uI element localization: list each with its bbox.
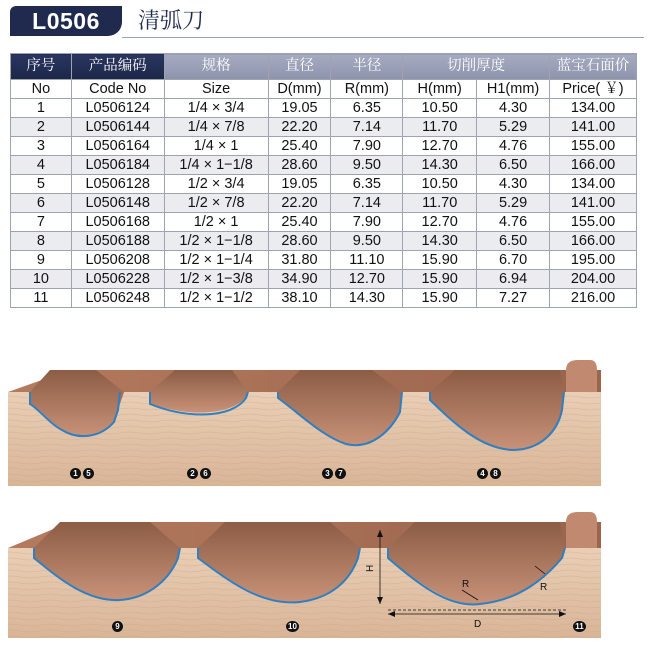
table-cell: 28.60 (268, 232, 331, 251)
table-cell: 8 (11, 232, 72, 251)
table-cell: 134.00 (550, 99, 637, 118)
table-cell: 25.40 (268, 213, 331, 232)
table-cell: 9.50 (331, 232, 403, 251)
col-label: No (11, 80, 72, 99)
table-cell: 1/4 × 1 (164, 137, 268, 156)
table-cell: 1 (11, 99, 72, 118)
table-cell: 155.00 (550, 137, 637, 156)
table-row (11, 118, 637, 137)
table-cell: 10 (11, 270, 72, 289)
table-cell: L0506168 (71, 213, 164, 232)
product-title: 清弧刀 (138, 8, 205, 33)
table-cell: 1/2 × 1−1/4 (164, 251, 268, 270)
badge-num: 10 (286, 621, 299, 632)
table-cell: 15.90 (403, 289, 477, 308)
col-label: D(mm) (268, 80, 331, 99)
table-cell: 1/4 × 3/4 (164, 99, 268, 118)
badge-9 (112, 616, 125, 634)
table-cell: 10.50 (403, 175, 477, 194)
col-head-code: 产品编码 (71, 54, 164, 80)
table-cell: 25.40 (268, 137, 331, 156)
badge-num: 8 (490, 468, 501, 479)
table-cell: 12.70 (403, 213, 477, 232)
table-cell: L0506208 (71, 251, 164, 270)
table-cell: 141.00 (550, 194, 637, 213)
col-label: Size (164, 80, 268, 99)
table-cell: 6.35 (331, 99, 403, 118)
table-cell: 2 (11, 118, 72, 137)
table-cell: 10.50 (403, 99, 477, 118)
table-cell: 11.10 (331, 251, 403, 270)
table-cell: 5 (11, 175, 72, 194)
table-cell: 9.50 (331, 156, 403, 175)
table-cell: 1/2 × 1−1/8 (164, 232, 268, 251)
badge-1-5 (70, 463, 96, 481)
table-cell: L0506144 (71, 118, 164, 137)
table-cell: 5.29 (477, 194, 550, 213)
table-cell: 1/4 × 7/8 (164, 118, 268, 137)
table-cell: L0506188 (71, 232, 164, 251)
table-cell: L0506164 (71, 137, 164, 156)
table-cell: 19.05 (268, 175, 331, 194)
profile-illustrations (0, 352, 650, 643)
table-cell: L0506128 (71, 175, 164, 194)
table-cell: 141.00 (550, 118, 637, 137)
dim-label-r1: R (462, 579, 470, 590)
dim-label-r2: R (540, 582, 548, 593)
badge-10 (286, 616, 301, 634)
product-code-tab: L0506 (10, 6, 122, 36)
table-row (11, 289, 637, 308)
table-cell: 6.70 (477, 251, 550, 270)
col-head-no: 序号 (11, 54, 72, 80)
table-cell: 195.00 (550, 251, 637, 270)
table-cell: 19.05 (268, 99, 331, 118)
col-label: Price( ￥) (550, 80, 637, 99)
table-cell: 1/4 × 1−1/8 (164, 156, 268, 175)
table-cell: 14.30 (331, 289, 403, 308)
table-row (11, 194, 637, 213)
table-row (11, 175, 637, 194)
table-cell: 11.70 (403, 118, 477, 137)
table-cell: 6.35 (331, 175, 403, 194)
table-row (11, 232, 637, 251)
table-row (11, 99, 637, 118)
table-cell: 7.14 (331, 194, 403, 213)
table-cell: 6.50 (477, 156, 550, 175)
col-label: H1(mm) (477, 80, 550, 99)
badge-num: 4 (477, 468, 488, 479)
col-label: Code No (71, 80, 164, 99)
table-row (11, 137, 637, 156)
table-cell: 166.00 (550, 156, 637, 175)
spec-table (10, 53, 637, 308)
table-cell: 3 (11, 137, 72, 156)
badge-num: 1 (70, 468, 81, 479)
col-head-price: 蓝宝石面价 (550, 54, 637, 80)
table-cell: 204.00 (550, 270, 637, 289)
col-head-radius: 半径 (331, 54, 403, 80)
table-cell: 14.30 (403, 232, 477, 251)
header-divider (122, 37, 644, 38)
board-bottom (8, 512, 601, 638)
badge-num: 2 (187, 468, 198, 479)
badge-11 (573, 616, 588, 634)
table-cell: 14.30 (403, 156, 477, 175)
col-head-size: 规格 (164, 54, 268, 80)
col-head-diameter: 直径 (268, 54, 331, 80)
table-cell: 7.14 (331, 118, 403, 137)
table-cell: 12.70 (331, 270, 403, 289)
table-cell: 28.60 (268, 156, 331, 175)
table-cell: 7.90 (331, 137, 403, 156)
table-cell: 15.90 (403, 251, 477, 270)
table-header-en (11, 80, 637, 99)
table-row (11, 156, 637, 175)
table-cell: 7.27 (477, 289, 550, 308)
table-cell: L0506228 (71, 270, 164, 289)
badge-4-8 (477, 463, 503, 481)
table-cell: 12.70 (403, 137, 477, 156)
table-cell: L0506184 (71, 156, 164, 175)
table-cell: 216.00 (550, 289, 637, 308)
table-cell: 15.90 (403, 270, 477, 289)
table-cell: 1/2 × 1−1/2 (164, 289, 268, 308)
table-cell: L0506124 (71, 99, 164, 118)
badge-num: 6 (200, 468, 211, 479)
table-cell: 1/2 × 1 (164, 213, 268, 232)
table-cell: 9 (11, 251, 72, 270)
table-cell: 4.76 (477, 213, 550, 232)
badge-num: 3 (322, 468, 333, 479)
table-cell: 4.30 (477, 175, 550, 194)
table-cell: 11 (11, 289, 72, 308)
table-cell: 31.80 (268, 251, 331, 270)
table-cell: 38.10 (268, 289, 331, 308)
table-cell: 1/2 × 1−3/8 (164, 270, 268, 289)
badge-2-6 (187, 463, 213, 481)
dim-label-h: H (365, 564, 376, 572)
table-cell: L0506148 (71, 194, 164, 213)
table-cell: 166.00 (550, 232, 637, 251)
table-row (11, 270, 637, 289)
section-header (10, 6, 640, 38)
badge-3-7 (322, 463, 348, 481)
table-cell: 7.90 (331, 213, 403, 232)
table-cell: 22.20 (268, 194, 331, 213)
table-row (11, 213, 637, 232)
table-cell: 7 (11, 213, 72, 232)
col-head-cut-thickness: 切削厚度 (403, 54, 550, 80)
table-cell: 6.50 (477, 232, 550, 251)
table-cell: 22.20 (268, 118, 331, 137)
col-label: R(mm) (331, 80, 403, 99)
table-cell: 155.00 (550, 213, 637, 232)
col-label: H(mm) (403, 80, 477, 99)
table-header-cn (11, 54, 637, 80)
badge-num: 9 (112, 621, 123, 632)
table-cell: 4 (11, 156, 72, 175)
table-cell: 4.30 (477, 99, 550, 118)
table-row (11, 251, 637, 270)
table-cell: 11.70 (403, 194, 477, 213)
dim-label-d: D (474, 619, 482, 630)
table-cell: 1/2 × 7/8 (164, 194, 268, 213)
profile-drawing (0, 352, 650, 643)
table-cell: 6.94 (477, 270, 550, 289)
table-cell: L0506248 (71, 289, 164, 308)
badge-num: 5 (83, 468, 94, 479)
badge-num: 11 (573, 621, 586, 632)
badge-num: 7 (335, 468, 346, 479)
table-cell: 4.76 (477, 137, 550, 156)
table-cell: 34.90 (268, 270, 331, 289)
table-cell: 5.29 (477, 118, 550, 137)
table-cell: 6 (11, 194, 72, 213)
table-cell: 1/2 × 3/4 (164, 175, 268, 194)
board-top (8, 360, 601, 486)
table-cell: 134.00 (550, 175, 637, 194)
